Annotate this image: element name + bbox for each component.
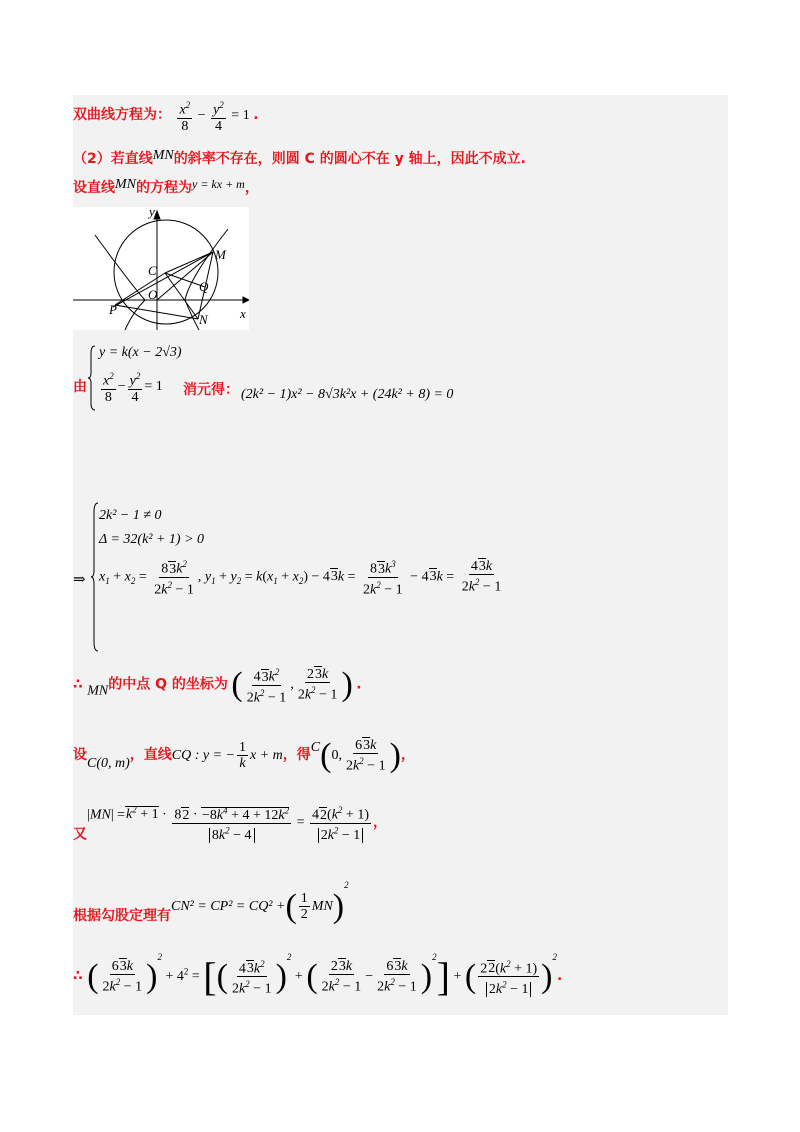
hyperbola-label: 双曲线方程为： <box>73 107 171 124</box>
label-p: P <box>109 302 117 317</box>
hyperbola-equation-line: 双曲线方程为： $\frac{x^2}{8}$ − $\frac{y^2}{4}$ = 1 . <box>73 100 259 134</box>
segment-cm <box>165 252 213 273</box>
label-x: x <box>240 306 246 321</box>
case-two-line: （2）若直线MN的斜率不存在，则圆 C 的圆心不在 y 轴上，因此不成立. <box>73 148 526 167</box>
left-brace <box>87 345 97 411</box>
label-n: N <box>199 312 208 327</box>
line-mn-setup: 设直线MN的方程为y = kx + m， <box>73 177 259 196</box>
system-one: 由 y = k(x − 2√3) $\frac{x^2}{8}$ − $\frac{y^2}{4}$ = 1 消元得： (2k² − 1)x² − 8√3k²x + (24k² + 8) = 0 <box>73 343 723 413</box>
label-m: M <box>215 247 226 262</box>
mn-length-line: 又$|MN| =k^2 + 1$ · $\frac{82 \cdot -8k^4 + 4 + 12k^2}{8k^2 - 4}$ = $\frac{42(k^2 + 1)}{2k^2 - 1}$ ， <box>73 804 387 844</box>
final-equation-line: ∴ ( $\frac{63k}{2k^2 - 1}$ )$^2 + 4^2$ = [( $\frac{43k^2}{2k^2 - 1}$ )$^2$ + ( $\frac{23k}{2k^2 - 1}$ − $\frac{63k}{2k^2 - 1}$ )$^2$] + ( $\frac{22(k^2 + 1)}{2k^2 - 1}$ )$^2$. <box>73 952 563 999</box>
hyperbola-equation: $\frac{x^2}{8}$ − $\frac{y^2}{4}$ = 1 <box>179 100 250 134</box>
geometry-figure <box>73 207 249 330</box>
label-y: y <box>149 207 155 219</box>
circle-c <box>114 220 218 324</box>
pythagoras-line: 根据勾股定理有CN² = CP² = CQ² +( $\frac{1}{2}$ MN)$^2$ <box>73 880 349 925</box>
label-c: C <box>148 263 157 278</box>
system-two: ⇒ 2k² − 1 ≠ 0 Δ = 32(k² + 1) > 0 $x_1 + x_2$ = $\frac{83k^2}{2k^2 - 1}$ , $y_1 + y_2 = k(x_1 + x_2) - 43k$ = $\frac{83k^3}{2k^2 - 1}$ − 43k = $\frac{43k}{2k^2 - 1}$ <box>73 502 723 652</box>
label-q: Q <box>199 279 209 294</box>
midpoint-line: ∴ MN的中点 Q 的坐标为 ( $\frac{43k^2}{2k^2 - 1}$ , $\frac{23k}{2k^2 - 1}$ ) . <box>73 666 362 706</box>
label-o: O <box>148 287 158 302</box>
center-c-line: 设C(0, m)，直线CQ : y = − $\frac{1}{k}$ x + m，得C(0, $\frac{63k}{2k^2 - 1}$ )， <box>73 736 415 774</box>
circle-hyperbola-diagram <box>73 207 249 330</box>
